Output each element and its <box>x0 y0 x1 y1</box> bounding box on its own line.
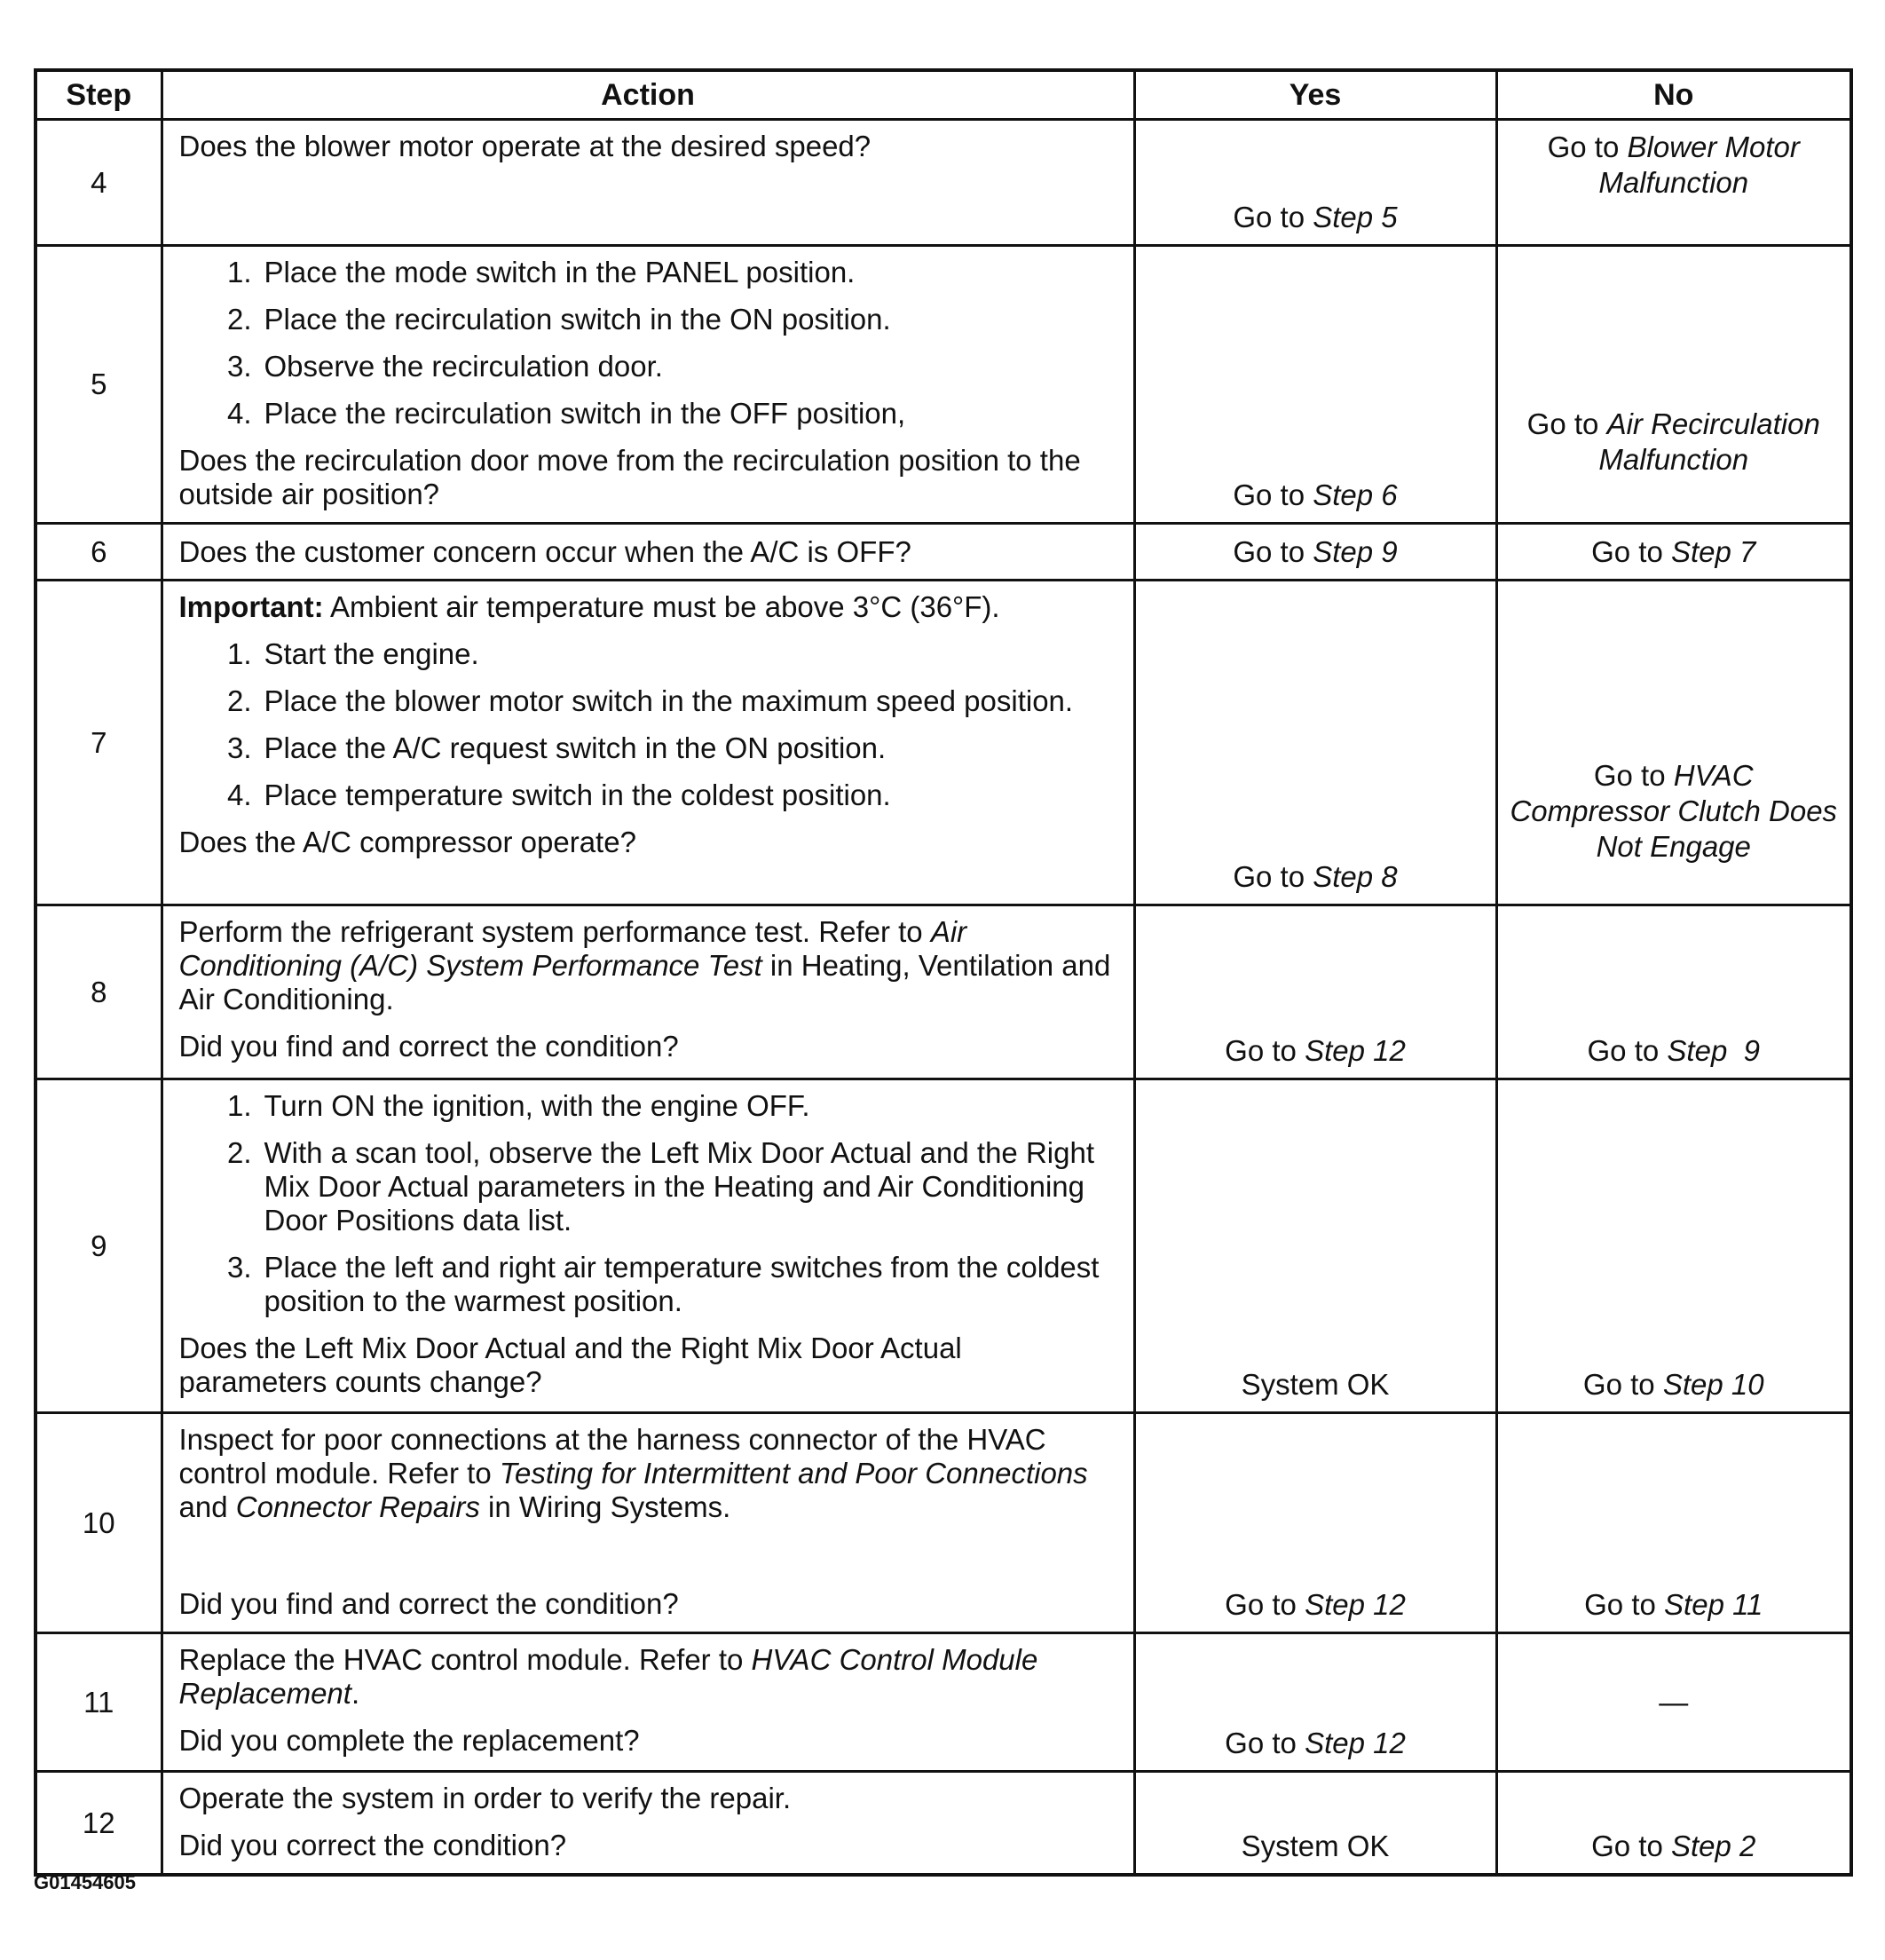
step-number: 9 <box>35 1079 162 1413</box>
table-row <box>35 1772 1851 1876</box>
table-row <box>35 246 1851 524</box>
yes-cell: Go to Step 6 <box>1134 246 1496 524</box>
action-cell <box>162 120 1134 246</box>
important-note: Important: Ambient air temperature must be above 3°C (36°F). <box>178 590 1000 623</box>
step-number: 7 <box>35 581 162 905</box>
yes-cell: Go to Step 12 <box>1134 1633 1496 1772</box>
list-item: 1. Turn ON the ignition, with the engine OFF. <box>226 1089 810 1122</box>
action-instruction: Perform the refrigerant system performance test. Refer to Air Conditioning (A/C) System Performance Test in Heating, Ventilation and Air Conditioning. <box>178 915 1111 1016</box>
step-number: 6 <box>35 524 162 581</box>
action-question: Does the A/C compressor operate? <box>178 826 636 858</box>
action-cell <box>162 1772 1134 1876</box>
figure-id: G01454605 <box>34 1871 136 1893</box>
action-question: Does the Left Mix Door Actual and the Right Mix Door Actual parameters counts change? <box>178 1332 962 1398</box>
yes-cell: System OK <box>1134 1079 1496 1413</box>
no-cell: Go to Step 10 <box>1496 1079 1851 1413</box>
header-no: No <box>1496 70 1851 120</box>
table-row <box>35 1633 1851 1772</box>
action-cell <box>162 581 1134 905</box>
list-item: 1. Start the engine. <box>226 637 479 670</box>
header-row <box>35 70 1851 120</box>
action-question: Does the recirculation door move from the recirculation position to the outside air position? <box>178 444 1081 510</box>
action-instruction: Operate the system in order to verify the repair. <box>178 1782 792 1814</box>
no-cell: — <box>1496 1633 1851 1772</box>
step-number: 11 <box>35 1633 162 1772</box>
list-item: 2. With a scan tool, observe the Left Mix Door Actual and the Right Mix Door Actual parameters in the Heating and Air Conditioning Door Positions data list. <box>226 1136 1094 1237</box>
no-cell: Go to Blower Motor Malfunction <box>1496 120 1851 246</box>
table-row <box>35 120 1851 246</box>
yes-cell: System OK <box>1134 1772 1496 1876</box>
action-cell <box>162 905 1134 1079</box>
step-number: 10 <box>35 1413 162 1633</box>
yes-cell: Go to Step 12 <box>1134 905 1496 1079</box>
no-cell: Go to Step 11 <box>1496 1413 1851 1633</box>
yes-cell: Go to Step 12 <box>1134 1413 1496 1633</box>
action-question: Did you correct the condition? <box>178 1829 567 1861</box>
no-cell: Go to Step 7 <box>1496 524 1851 581</box>
table-row <box>35 905 1851 1079</box>
header-action: Action <box>162 70 1134 120</box>
action-cell <box>162 524 1134 581</box>
step-number: 4 <box>35 120 162 246</box>
table-row <box>35 581 1851 905</box>
table-row <box>35 1413 1851 1633</box>
yes-cell: Go to Step 5 <box>1134 120 1496 246</box>
action-cell <box>162 1413 1134 1633</box>
no-cell: Go to HVAC Compressor Clutch Does Not Engage <box>1496 581 1851 905</box>
diagnostic-table <box>34 68 1853 1877</box>
list-item: 3. Place the A/C request switch in the ON position. <box>226 731 887 764</box>
action-cell <box>162 1079 1134 1413</box>
action-question: Does the customer concern occur when the A/C is OFF? <box>178 534 911 568</box>
no-cell: Go to Step 2 <box>1496 1772 1851 1876</box>
list-item: 2. Place the recirculation switch in the ON position. <box>226 303 891 336</box>
table-row <box>35 1079 1851 1413</box>
no-cell: Go to Air Recirculation Malfunction <box>1496 246 1851 524</box>
action-question: Did you complete the replacement? <box>178 1724 640 1757</box>
action-cell <box>162 1633 1134 1772</box>
action-cell <box>162 246 1134 524</box>
header-yes: Yes <box>1134 70 1496 120</box>
action-question: Does the blower motor operate at the desired speed? <box>178 130 872 162</box>
action-instruction: Replace the HVAC control module. Refer to HVAC Control Module Replacement. <box>178 1643 1038 1710</box>
list-item: 2. Place the blower motor switch in the maximum speed position. <box>226 684 1074 717</box>
list-item: 3. Place the left and right air temperature switches from the coldest position to the warmest position. <box>226 1251 1100 1317</box>
step-number: 8 <box>35 905 162 1079</box>
action-question: Did you find and correct the condition? <box>178 1030 679 1063</box>
list-item: 3. Observe the recirculation door. <box>226 350 663 383</box>
step-number: 5 <box>35 246 162 524</box>
table-row <box>35 524 1851 581</box>
action-instruction: Inspect for poor connections at the harness connector of the HVAC control module. Refer to Testing for Intermittent and Poor Connections and Connector Repairs in Wiring Systems. <box>178 1423 1088 1523</box>
list-item: 4. Place temperature switch in the coldest position. <box>226 778 891 811</box>
yes-cell: Go to Step 8 <box>1134 581 1496 905</box>
list-item: 4. Place the recirculation switch in the OFF position, <box>226 397 906 430</box>
list-item: 1. Place the mode switch in the PANEL position. <box>226 256 856 288</box>
step-number: 12 <box>35 1772 162 1876</box>
yes-cell: Go to Step 9 <box>1134 524 1496 581</box>
header-step: Step <box>35 70 162 120</box>
no-cell: Go to Step 9 <box>1496 905 1851 1079</box>
action-question: Did you find and correct the condition? <box>178 1587 679 1620</box>
